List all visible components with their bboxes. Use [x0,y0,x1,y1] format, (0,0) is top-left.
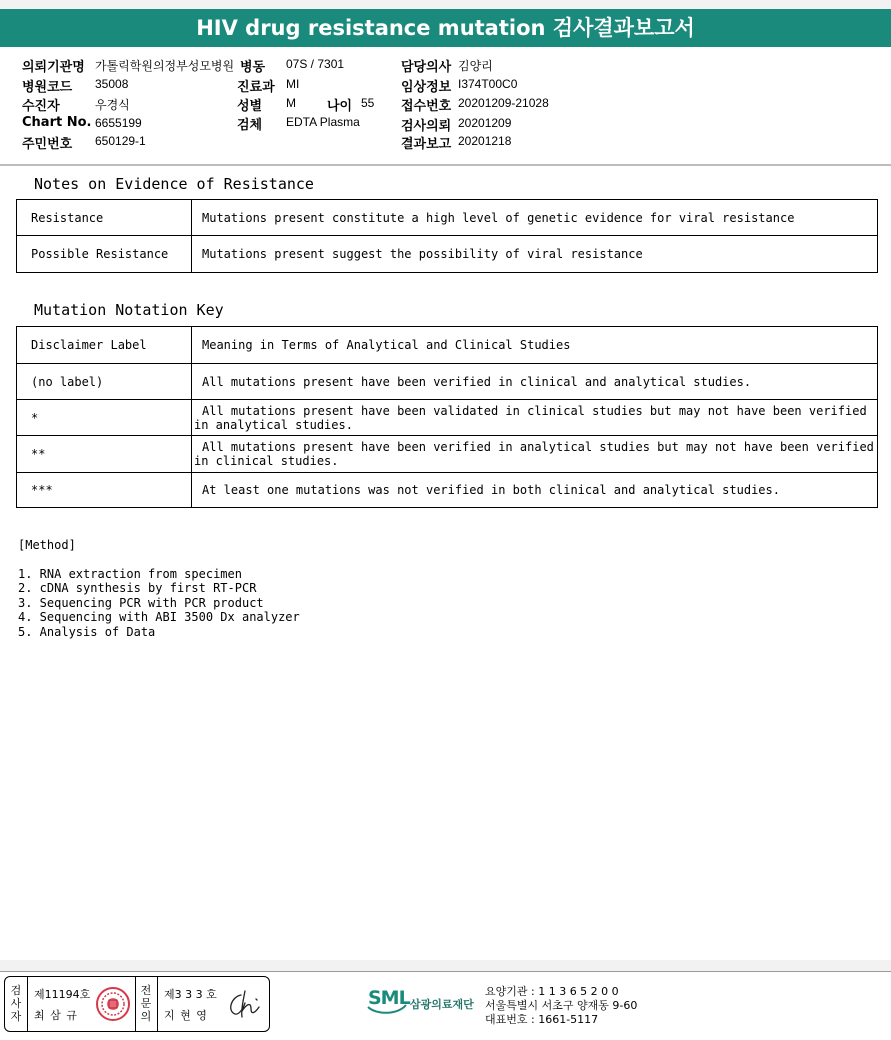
header-label: Disclaimer Label [17,327,192,364]
evidence-text: Mutations present suggest the possibility of viral resistance [192,236,878,273]
patient-value: 우경식 [95,98,130,112]
examiner-name: 최 삼 규 [34,1009,78,1022]
examiner-vertical-label [9,984,23,1023]
method-step: 1. RNA extraction from specimen [18,566,242,581]
age-value: 55 [361,96,375,110]
receipt-label: 접수번호 [401,99,452,114]
method-title: [Method] [18,538,76,552]
top-strip [0,0,891,9]
table-row [17,200,878,236]
method-step: 3. Sequencing PCR with PCR product [18,595,264,610]
notation-text-cell [192,400,878,436]
notation-text-continued: in clinical studies. [194,454,339,468]
notation-text: All mutations present have been validated in clinical studies but may not have been verified [202,403,867,418]
clinical-value: I374T00C0 [458,77,518,91]
specimen-value: EDTA Plasma [286,115,360,129]
specimen-label: 검체 [237,118,263,133]
org-address: 서울특별시 서초구 양재동 9-60 [485,999,638,1012]
specialist-no: 제3 3 3 호 [164,988,217,1001]
org-address-block [485,985,637,1027]
org-phone: 대표번호 : 1661-5117 [485,1013,599,1026]
report-value: 20201218 [458,134,512,148]
table-row [17,236,878,273]
patient-info-block [0,56,891,166]
divider [0,164,891,166]
notation-text: All mutations present have been verified in analytical studies but may not have been verified [202,440,874,454]
patient-label: 수진자 [22,99,60,114]
method-step: 2. cDNA synthesis by first RT-PCR [18,581,257,595]
notation-table [16,326,878,508]
resident-label: 주민번호 [22,137,73,152]
table-row [17,436,878,473]
method-step: 5. Analysis of Data [18,624,156,639]
request-label: 검사의뢰 [401,119,452,134]
code-label: 병원코드 [22,80,73,95]
sex-value: M [286,96,296,110]
doctor-label: 담당의사 [401,60,452,75]
chart-label: Chart No. [22,115,92,130]
dept-label: 진료과 [237,80,275,95]
specialist-vertical-text: 전 문 의 [140,984,152,1023]
table-row [17,364,878,400]
examiner-vertical-text: 검 사 자 [10,984,22,1023]
receipt-value: 20201209-21028 [458,96,549,110]
evidence-label: Resistance [17,200,192,236]
table-row [17,473,878,508]
resident-value: 650129-1 [95,134,146,148]
examiner-cell [27,977,136,1031]
notation-text-cell [192,436,878,473]
specialist-name: 지 현 영 [164,1009,208,1022]
ward-label: 병동 [240,60,266,75]
notation-title: Mutation Notation Key [34,301,224,319]
footer-divider [0,971,891,972]
chart-value: 6655199 [95,116,142,130]
examiner-no: 제11194호 [34,988,91,1001]
method-step: 4. Sequencing with ABI 3500 Dx analyzer [18,610,300,624]
notation-text: At least one mutations was not verified in both clinical and analytical studies. [192,473,878,508]
footer-strip [0,960,891,971]
examiner-vertical-cell [5,977,28,1031]
notation-text: All mutations present have been verified in clinical and analytical studies. [192,364,878,400]
report-label: 결과보고 [401,137,452,152]
evidence-label: Possible Resistance [17,236,192,273]
notation-label: *** [17,473,192,508]
method-section [18,538,300,639]
signature-box [4,976,270,1032]
sex-label: 성별 [237,99,263,114]
clinical-label: 임상정보 [401,80,452,95]
specialist-vertical-label [139,984,153,1023]
evidence-title: Notes on Evidence of Resistance [34,175,314,193]
code-value: 35008 [95,77,129,91]
notation-label: (no label) [17,364,192,400]
doctor-value: 김양리 [458,59,493,73]
notation-label: * [17,400,192,436]
request-value: 20201209 [458,116,512,130]
table-header-row [17,327,878,364]
seal-stamp-icon [95,986,131,1022]
age-label: 나이 [327,99,353,114]
hospital-label: 의뢰기관명 [22,60,85,75]
org-name: 삼광의료재단 [410,998,474,1011]
evidence-table [16,199,878,273]
org-code: 요양기관 : 1 1 3 6 5 2 0 0 [485,985,619,998]
evidence-text: Mutations present constitute a high level of genetic evidence for viral resistance [192,200,878,236]
hospital-value: 가톨릭학원의정부성모병원 [95,59,235,73]
dept-value: MI [286,77,300,91]
ward-value: 07S / 7301 [286,57,345,71]
table-row [17,400,878,436]
notation-label: ** [17,436,192,473]
header-text: Meaning in Terms of Analytical and Clinical Studies [192,327,878,364]
notation-text-continued: in analytical studies. [194,417,353,432]
logo-text: SML [368,987,410,1009]
report-title: HIV drug resistance mutation 검사결과보고서 [0,9,891,47]
signature-icon [223,987,263,1023]
specialist-vertical-cell [135,977,158,1031]
